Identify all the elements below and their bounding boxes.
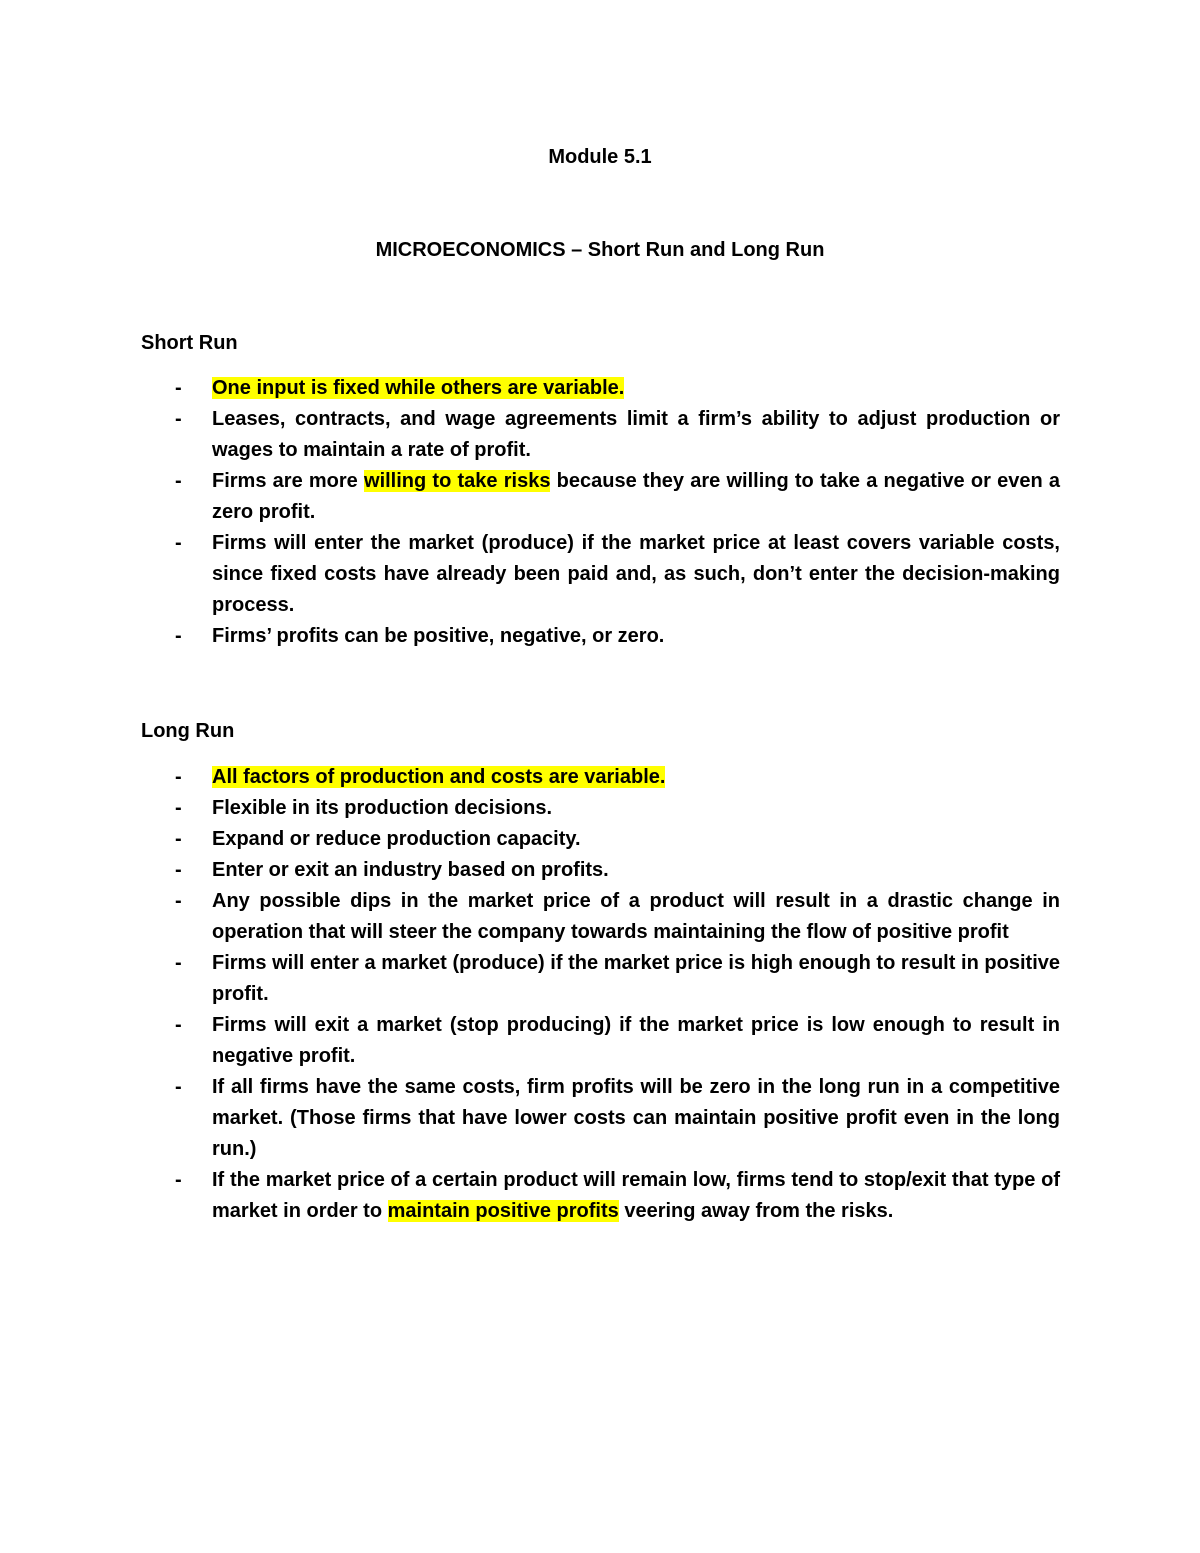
list-item-text: Any possible dips in the market price of a product will result in a drastic change in operation that will steer the company towards maintaining the flow of positive profit [212, 890, 1060, 943]
list-item-text: Expand or reduce production capacity. [212, 828, 581, 850]
bullet-dash: - [175, 470, 182, 492]
document-subtitle: MICROECONOMICS – Short Run and Long Run [375, 239, 825, 261]
bullet-dash: - [175, 1169, 182, 1191]
highlighted-text: maintain positive profits [387, 1200, 619, 1222]
bullet-dash: - [175, 859, 182, 881]
list-item-text: If the market price of a certain product will remain low, firms tend to stop/exit that type of market in order to [212, 1169, 1060, 1222]
list-item [170, 1010, 1060, 1072]
bullet-dash: - [175, 1014, 182, 1036]
section-heading-long-run: Long Run [141, 720, 235, 742]
list-item-text: veering away from the risks. [618, 1200, 894, 1222]
document-title: Module 5.1 [548, 146, 652, 168]
highlighted-text: All factors of production and costs are variable. [212, 766, 666, 788]
bullet-dash: - [175, 625, 182, 647]
list-item-text: Firms will enter a market (produce) if the market price is high enough to result in positive profit. [212, 952, 1060, 1005]
list-item [170, 824, 1060, 855]
short-run-list [170, 373, 1060, 652]
bullet-dash: - [175, 1076, 182, 1098]
list-item [170, 528, 1060, 621]
list-item [170, 404, 1060, 466]
highlighted-text: willing to take risks [364, 470, 551, 492]
long-run-list [170, 762, 1060, 1227]
list-item [170, 762, 1060, 793]
list-item-text: because they are willing to take a negative or even a zero profit. [212, 470, 1060, 523]
bullet-dash: - [175, 377, 182, 399]
list-item-text: Leases, contracts, and wage agreements limit a firm’s ability to adjust production or wages to maintain a rate of profit. [212, 408, 1060, 461]
list-item [170, 466, 1060, 528]
bullet-dash: - [175, 766, 182, 788]
list-item-text: Firms are more [212, 470, 365, 492]
list-item [170, 886, 1060, 948]
list-item [170, 621, 1060, 652]
section-heading-short-run: Short Run [141, 332, 238, 354]
list-item-text: Enter or exit an industry based on profits. [212, 859, 609, 881]
list-item [170, 948, 1060, 1010]
highlighted-text: One input is fixed while others are variable. [212, 377, 625, 399]
list-item-text: If all firms have the same costs, firm profits will be zero in the long run in a competitive market. (Those firms that have lower costs can maintain positive profit even in the long run.) [212, 1076, 1060, 1160]
bullet-dash: - [175, 828, 182, 850]
list-item [170, 1072, 1060, 1165]
list-item-text: Firms will exit a market (stop producing) if the market price is low enough to result in negative profit. [212, 1014, 1060, 1067]
bullet-dash: - [175, 408, 182, 430]
bullet-dash: - [175, 952, 182, 974]
list-item [170, 1165, 1060, 1227]
list-item [170, 373, 1060, 404]
bullet-dash: - [175, 797, 182, 819]
list-item-text: Firms will enter the market (produce) if the market price at least covers variable costs, since fixed costs have already been paid and, as such, don’t enter the decision-making process. [212, 532, 1060, 616]
list-item-text: Firms’ profits can be positive, negative, or zero. [212, 625, 665, 647]
bullet-dash: - [175, 890, 182, 912]
list-item-text: Flexible in its production decisions. [212, 797, 553, 819]
list-item [170, 855, 1060, 886]
list-item [170, 793, 1060, 824]
bullet-dash: - [175, 532, 182, 554]
